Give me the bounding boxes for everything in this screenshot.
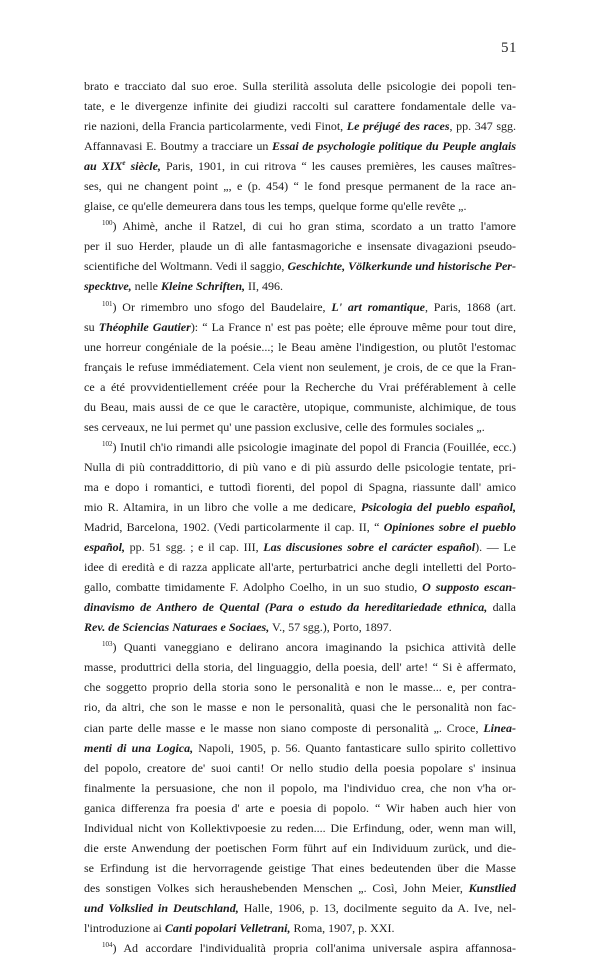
text-line xyxy=(84,537,516,557)
text-run: masse, produttrici della storia, del linguaggio, della poesia, dell' arte! “ Si è affermato, xyxy=(84,660,516,675)
italic-title: Geschichte, Völkerkunde und historische Per- xyxy=(287,259,516,274)
text-line xyxy=(84,216,516,236)
text-run: ) Or rimembro uno sfogo del Baudelaire, xyxy=(112,299,332,314)
text-line xyxy=(84,697,516,717)
text-line xyxy=(84,76,516,96)
text-run: cian parte delle masse e le masse non siano composte di personalità „. Croce, xyxy=(84,720,484,735)
italic-title: au XIX xyxy=(84,159,123,174)
text-line xyxy=(84,156,516,176)
text-line xyxy=(84,858,516,878)
text-line xyxy=(84,938,516,958)
italic-title: L' art romantique xyxy=(331,299,425,314)
text-line xyxy=(84,517,516,537)
page-number: 51 xyxy=(501,40,517,56)
text-run: ganica differenza fra poesia d' arte e poesia di popolo. “ Wir haben auch hier von xyxy=(84,800,516,815)
text-line xyxy=(84,758,516,778)
text-run: mio R. Altamira, in un libro che volle a me dedicare, xyxy=(84,499,361,514)
text-run: dalla xyxy=(487,600,516,615)
text-line xyxy=(84,196,516,216)
text-run: des sonstigen Volkes sich heraushebenden Menschen „. Così, John Meier, xyxy=(84,880,469,895)
italic-title: menti di una Logica, xyxy=(84,740,194,755)
text-run: ce a été provvidentiellement créée pour la Recherche du Vrai préférablement à celle xyxy=(84,379,516,394)
text-line xyxy=(84,637,516,657)
text-line xyxy=(84,738,516,758)
italic-title: Le préjugé des races xyxy=(346,119,450,134)
italic-title: Essai de psychologie politique du Peuple anglais xyxy=(272,139,516,154)
text-run: Halle, 1906, p. 13, docilmente seguito da A. Ive, nel- xyxy=(238,900,516,915)
text-run: du Beau, mais aussi de ce que le caractère, utopique, communiste, alchimique, de tous xyxy=(84,399,516,414)
text-run: ) Ad accordare l'individualità propria coll'anima universale aspira affannosa- xyxy=(112,941,516,956)
text-run: II, 496. xyxy=(245,279,283,294)
text-line xyxy=(84,798,516,818)
text-run: l'introduzione ai xyxy=(84,920,165,935)
text-run: , Paris, 1868 (art. xyxy=(424,299,517,314)
text-run: ) Ahimè, anche il Ratzel, di cui ho gran stima, scordato a un tratto l'amore xyxy=(112,219,516,234)
footnote-number: 103 xyxy=(102,640,113,649)
footnote-number: 100 xyxy=(102,219,113,228)
text-line xyxy=(84,718,516,738)
text-run: scientifiche del Woltmann. Vedi il saggio, xyxy=(84,259,288,274)
text-line xyxy=(84,677,516,697)
text-run: , pp. 347 sgg. xyxy=(449,119,517,134)
text-run: finalmente la persuasione, che non il popolo, ma l'individuo crea, che non v'ha or- xyxy=(84,780,516,795)
text-run: rie nazioni, della Francia particolarmente, vedi Finot, xyxy=(84,119,347,134)
text-run: Individual nicht von Kollektivpoesie zu reden.... Die Erfindung, oder, wenn man will, xyxy=(84,820,516,835)
text-run: per il suo Herder, plaude un dì alle fantasmagoriche e insensate divagazioni pseudo- xyxy=(84,239,516,254)
text-line xyxy=(84,377,516,397)
text-line xyxy=(84,357,516,377)
text-run: rio, da altri, che son le masse e non le personalità, quasi che le personalità non fac- xyxy=(84,700,516,715)
text-line xyxy=(84,557,516,577)
text-line xyxy=(84,457,516,477)
text-run: glaise, ce qu'elle demeurera dans tous les temps, quelque forme qu'elle revête „. xyxy=(84,199,467,214)
text-line xyxy=(84,317,516,337)
italic-title: dinavismo de Anthero de Quental (Para o estudo da hereditariedade ethnica, xyxy=(84,600,488,615)
text-line xyxy=(84,397,516,417)
italic-title: siècle, xyxy=(125,159,161,174)
text-run: nelle xyxy=(131,279,161,294)
text-line xyxy=(84,497,516,517)
footnote-number: 102 xyxy=(102,439,113,448)
text-run: Paris, 1901, in cui ritrova “ les causes premières, les causes maîtres- xyxy=(160,159,516,174)
italic-title: español, xyxy=(84,540,126,555)
italic-title: Canti popolari Velletrani, xyxy=(164,920,291,935)
italic-title: Psicologia del pueblo español, xyxy=(360,499,516,514)
text-run: die erste Anwendung der poetischen Form führt auf ein Individuum zurück, und die- xyxy=(84,840,516,855)
italic-title: Kunstlied xyxy=(468,880,516,895)
text-line xyxy=(84,617,516,637)
text-line xyxy=(84,657,516,677)
text-run: su xyxy=(84,319,99,334)
text-run: ). — Le xyxy=(475,540,516,555)
text-line xyxy=(84,116,516,136)
text-run: ses cerveaux, ne lui permet qu' une passion exclusive, celle des formules sociales „. xyxy=(84,419,485,434)
text-run: se Erfindung ist die hervorragende geistige That eines bedeutenden über die Masse xyxy=(84,860,516,875)
text-line xyxy=(84,337,516,357)
text-run: ma e dopo i romantici, e tuttodì fiorenti, del popol di Spagna, riassunte dall' amico xyxy=(84,479,516,494)
superscript-italic: e xyxy=(122,159,126,168)
footnotes-text-block xyxy=(84,76,516,958)
text-run: gallo, combatte timidamente F. Adolpho Coelho, in un suo studio, xyxy=(84,580,423,595)
text-run: ): “ La France n' est pas poète; elle éprouve même pour tout dire, xyxy=(190,319,516,334)
text-run: che soggetto proprio della storia sono le personalità e non le masse... e, per contra- xyxy=(84,680,516,695)
text-line xyxy=(84,597,516,617)
text-run: tate, e le divergenze infinite dei giudizi raccolti sul carattere fondamentale delle va- xyxy=(84,99,516,114)
text-run: Affannavasi E. Boutmy a tracciare un xyxy=(84,139,273,154)
text-run: idee di eredità e di razza applicate all'arte, perturbatrici anche degli intelletti del Porto- xyxy=(84,560,516,575)
italic-title: specktıve, xyxy=(84,279,132,294)
text-line xyxy=(84,778,516,798)
text-run: Roma, 1907, p. XXI. xyxy=(290,920,395,935)
text-run: Nulla di più contraddittorio, di più vano e di più assurdo delle psicologie tentate, pri- xyxy=(84,459,516,474)
text-run: ) Inutil ch'io rimandi alle psicologie imaginate del popol di Francia (Fouillée, ecc.) xyxy=(112,439,516,454)
text-line xyxy=(84,176,516,196)
text-run: V., 57 sgg.), Porto, 1897. xyxy=(269,620,392,635)
text-run: ses, qui ne changent point „, e (p. 454) “ le fond presque permanent de la race an- xyxy=(84,179,516,194)
text-run: pp. 51 sgg. ; e il cap. III, xyxy=(125,540,264,555)
italic-title: Opiniones sobre el pueblo xyxy=(383,520,516,535)
text-line xyxy=(84,96,516,116)
text-run: brato e tracciato dal suo eroe. Sulla sterilità assoluta delle psicologie dei popoli ten- xyxy=(84,79,516,93)
text-line xyxy=(84,276,516,296)
footnote-number: 104 xyxy=(102,941,113,950)
italic-title: Kleine Schriften, xyxy=(160,279,245,294)
text-run: Napoli, 1905, p. 56. Quanto fantasticare sullo spirito collettivo xyxy=(193,740,516,755)
italic-title: und Volkslied in Deutschland, xyxy=(84,900,239,915)
text-line xyxy=(84,256,516,276)
text-run: del popolo, creatore de' suoi canti! Or nello studio della poesia popolare s' insinua xyxy=(84,760,516,775)
text-run: ) Quanti vaneggiano e delirano ancora imaginando la psichica attività delle xyxy=(112,640,516,655)
italic-title: O supposto escan- xyxy=(422,580,516,595)
italic-title: Rev. de Sciencias Naturaes e Sociaes, xyxy=(84,620,270,635)
text-line xyxy=(84,477,516,497)
italic-title: Las discusiones sobre el carácter español xyxy=(263,540,476,555)
text-line xyxy=(84,918,516,938)
text-line xyxy=(84,838,516,858)
text-run: Madrid, Barcelona, 1902. (Vedi particolarmente il cap. II, “ xyxy=(84,520,384,535)
text-line xyxy=(84,577,516,597)
text-run: français le refuse immédiatement. Cela vient non seulement, je crois, de ce que la Fran- xyxy=(84,359,516,374)
text-line xyxy=(84,136,516,156)
text-line xyxy=(84,417,516,437)
text-line xyxy=(84,878,516,898)
text-line xyxy=(84,236,516,256)
footnote-number: 101 xyxy=(102,299,113,308)
italic-title: Linea- xyxy=(483,720,516,735)
italic-title: Théophile Gautier xyxy=(98,319,191,334)
text-line xyxy=(84,437,516,457)
text-line xyxy=(84,297,516,317)
text-line xyxy=(84,898,516,918)
text-run: une horreur congéniale de la poésie...; le Beau amène l'indigestion, ou plutôt l'estomac xyxy=(84,339,516,354)
text-line xyxy=(84,818,516,838)
